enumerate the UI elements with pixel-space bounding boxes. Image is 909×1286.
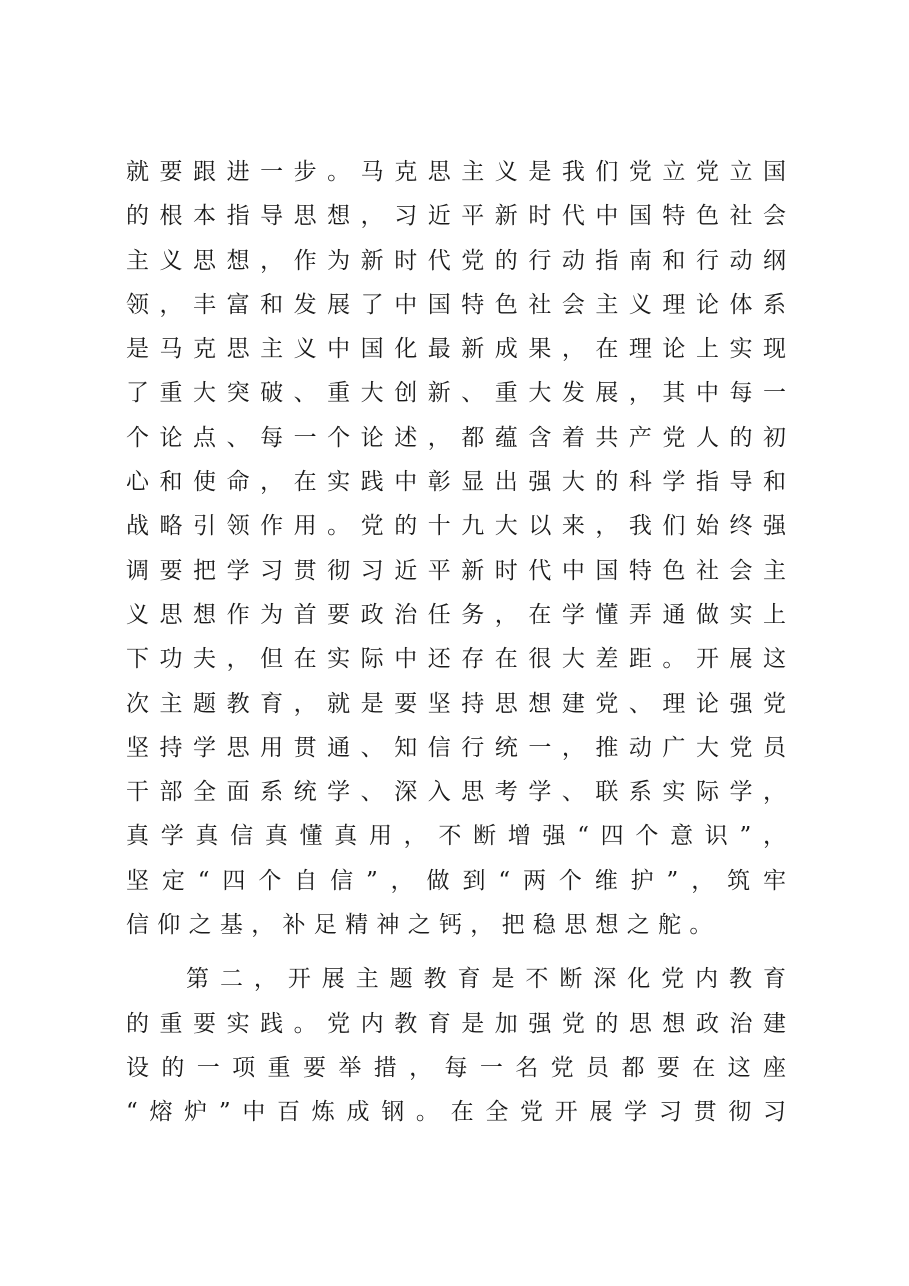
text-line: 是马克思主义中国化最新成果，在理论上实现 xyxy=(126,336,786,363)
text-line: 的根本指导思想，习近平新时代中国特色社会 xyxy=(126,203,786,230)
text-line: 设的一项重要举措，每一名党员都要在这座 xyxy=(126,1054,786,1081)
text-line: 坚定“四个自信”，做到“两个维护”，筑牢 xyxy=(126,867,786,894)
text-line: 的重要实践。党内教育是加强党的思想政治建 xyxy=(126,1010,786,1037)
text-line: 调要把学习贯彻习近平新时代中国特色社会主 xyxy=(126,557,786,584)
text-line: 战略引领作用。党的十九大以来，我们始终强 xyxy=(126,513,786,540)
text-line: 心和使命，在实践中彰显出强大的科学指导和 xyxy=(126,469,786,496)
text-line: 坚持学思用贯通、知信行统一，推动广大党员 xyxy=(126,734,786,761)
text-line: 信仰之基，补足精神之钙，把稳思想之舵。 xyxy=(126,912,721,939)
text-line: 次主题教育，就是要坚持思想建党、理论强党 xyxy=(126,690,786,717)
text-line: 真学真信真懂真用，不断增强“四个意识”， xyxy=(126,823,786,850)
text-line: “熔炉”中百炼成钢。在全党开展学习贯彻习 xyxy=(126,1099,786,1126)
text-line: 干部全面系统学、深入思考学、联系实际学， xyxy=(126,779,786,806)
text-line: 个论点、每一个论述，都蕴含着共产党人的初 xyxy=(126,424,786,451)
text-line: 主义思想，作为新时代党的行动指南和行动纲 xyxy=(126,247,786,274)
text-line: 下功夫，但在实际中还存在很大差距。开展这 xyxy=(126,646,786,673)
text-line: 就要跟进一步。马克思主义是我们党立党立国 xyxy=(126,159,786,185)
text-line: 第二，开展主题教育是不断深化党内教育 xyxy=(186,966,786,993)
body-text xyxy=(126,150,786,1135)
paragraph-gap xyxy=(126,947,786,957)
text-line: 义思想作为首要政治任务，在学懂弄通做实上 xyxy=(126,601,786,628)
text-line: 领，丰富和发展了中国特色社会主义理论体系 xyxy=(126,291,786,318)
text-line: 了重大突破、重大创新、重大发展，其中每一 xyxy=(126,380,786,407)
